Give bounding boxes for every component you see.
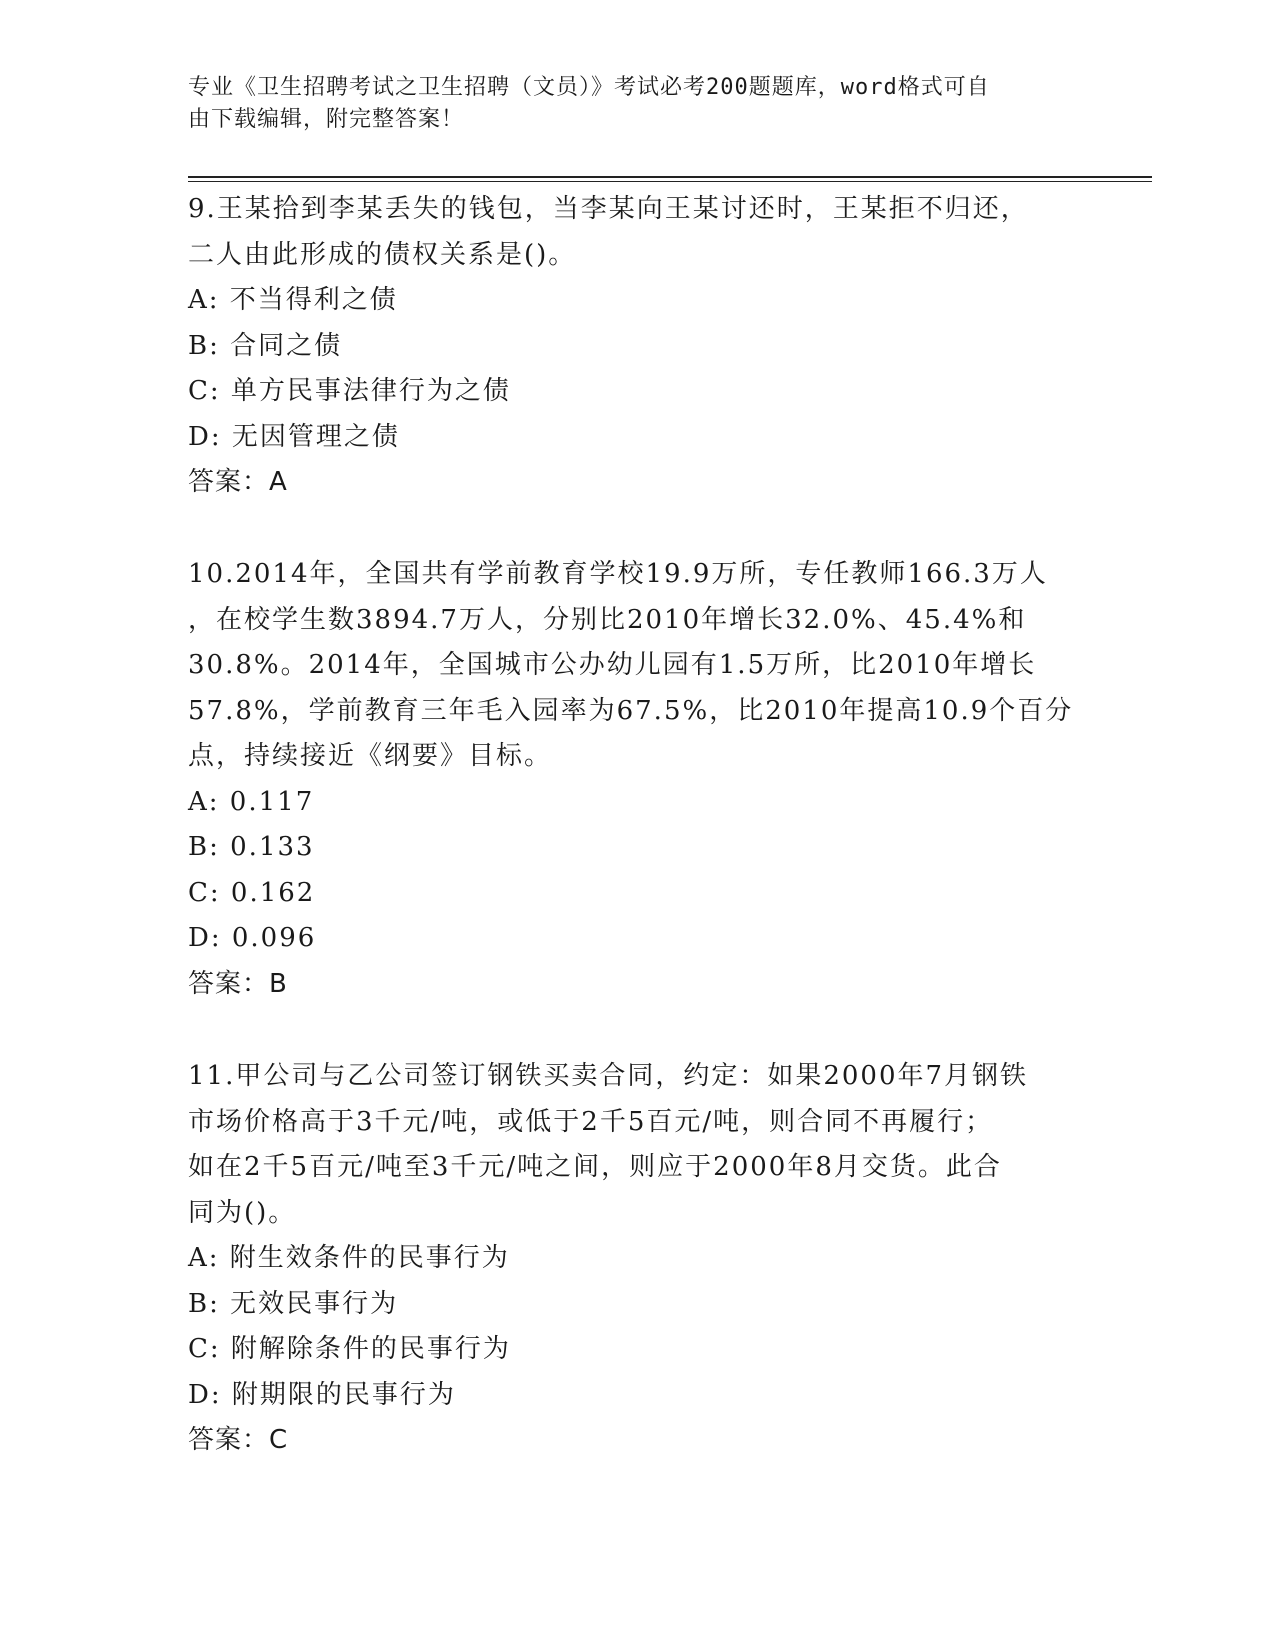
header-line-2: 由下载编辑，附完整答案！ [188, 107, 465, 132]
option-a: A: 0.117 [188, 786, 315, 817]
option-b: B: 0.133 [188, 832, 315, 862]
option-d: D: 0.096 [188, 923, 317, 953]
option-a: A: 不当得利之债 [188, 285, 398, 315]
option-b: B: 合同之债 [188, 330, 343, 361]
header-divider-thick [188, 176, 1152, 178]
question-stem-line: 57.8%，学前教育三年毛入园率为67.5%，比2010年提高10.9个百分 [188, 695, 1074, 726]
option-d: D: 无因管理之债 [188, 421, 400, 452]
header-divider-thin [188, 181, 1152, 182]
question-stem-line: ，在校学生数3894.7万人，分别比2010年增长32.0%、45.4%和 [188, 604, 1027, 635]
option-a: A: 附生效条件的民事行为 [188, 1243, 510, 1273]
question-10 [188, 552, 1088, 1007]
document-header [188, 72, 1088, 136]
option-d: D: 附期限的民事行为 [188, 1379, 456, 1410]
option-b: B: 无效民事行为 [188, 1288, 399, 1319]
question-stem-line: 10.2014年，全国共有学前教育学校19.9万所，专任教师166.3万人 [188, 559, 1048, 589]
question-9 [188, 187, 1088, 506]
question-11 [188, 1054, 1088, 1464]
answer: 答案：C [188, 1425, 289, 1455]
question-stem-line: 同为()。 [188, 1197, 297, 1228]
question-stem-line: 市场价格高于3千元/吨，或低于2千5百元/吨，则合同不再履行； [188, 1106, 994, 1137]
answer: 答案：A [188, 467, 288, 497]
question-stem-line: 如在2千5百元/吨至3千元/吨之间，则应于2000年8月交货。此合 [188, 1152, 1002, 1182]
question-stem-line: 二人由此形成的债权关系是()。 [188, 239, 577, 270]
option-c: C: 单方民事法律行为之债 [188, 376, 511, 406]
question-stem-line: 11.甲公司与乙公司签订钢铁买卖合同，约定：如果2000年7月钢铁 [188, 1061, 1029, 1091]
answer: 答案：B [188, 968, 288, 999]
question-stem-line: 点，持续接近《纲要》目标。 [188, 741, 553, 771]
option-c: C: 0.162 [188, 877, 316, 908]
question-stem-line: 9.王某拾到李某丢失的钱包，当李某向王某讨还时，王某拒不归还， [188, 194, 1029, 224]
option-c: C: 附解除条件的民事行为 [188, 1334, 511, 1364]
header-line-1: 专业《卫生招聘考试之卫生招聘（文员）》考试必考200题题库，word格式可自 [188, 75, 990, 100]
question-stem-line: 30.8%。2014年，全国城市公办幼儿园有1.5万所，比2010年增长 [188, 650, 1037, 680]
